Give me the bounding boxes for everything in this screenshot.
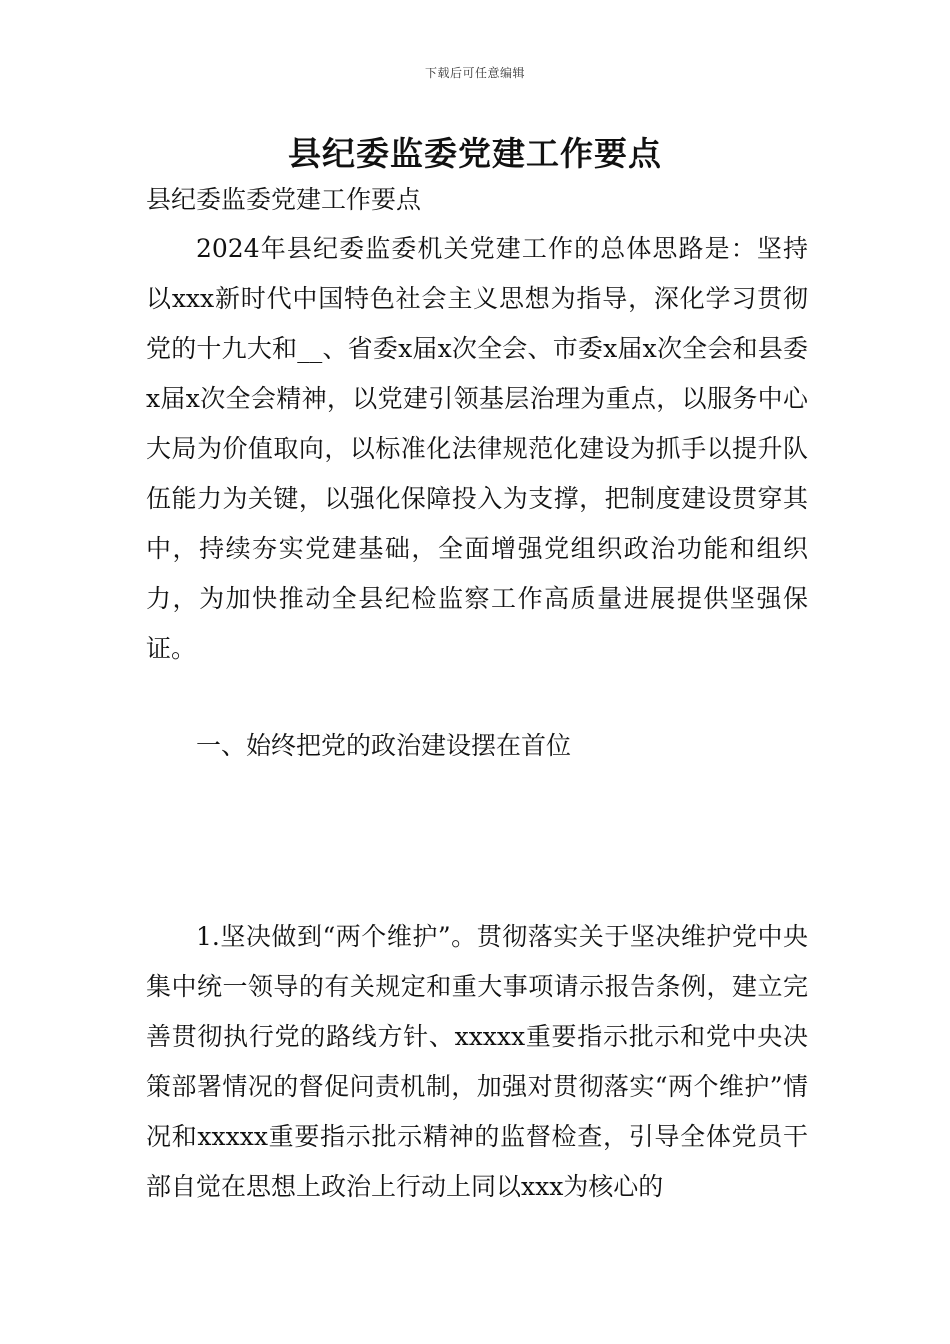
document-subtitle: 县纪委监委党建工作要点 <box>146 185 422 214</box>
intro-paragraph: 2024年县纪委监委机关党建工作的总体思路是：坚持以xxx新时代中国特色社会主义思想为指导，深化学习贯彻党的十九大和__、省委x届x次全会、市委x届x次全会和县委x届x次全会精神，以党建引领基层治理为重点，以服务中心大局为价值取向，以标准化法律规范化建设为抓手以提升队伍能力为关键，以强化保障投入为支撑，把制度建设贯穿其中，持续夯实党建基础，全面增强党组织政治功能和组织力，为加快推动全县纪检监察工作高质量进展提供坚强保证。 <box>146 234 808 663</box>
page-title: 县纪委监委党建工作要点 <box>288 134 662 173</box>
header-note: 下载后可任意编辑 <box>424 66 525 80</box>
section-heading-1: 一、始终把党的政治建设摆在首位 <box>196 731 572 760</box>
item-1-paragraph: 1.坚决做到“两个维护”。贯彻落实关于坚决维护党中央集中统一领导的有关规定和重大事项请示报告条例，建立完善贯彻执行党的路线方针、xxxxx重要指示批示和党中央决策部署情况的督促问责机制，加强对贯彻落实“两个维护”情况和xxxxx重要指示批示精神的监督检查，引导全体党员干部自觉在思想上政治上行动上同以xxx为核心的 <box>146 922 808 1201</box>
